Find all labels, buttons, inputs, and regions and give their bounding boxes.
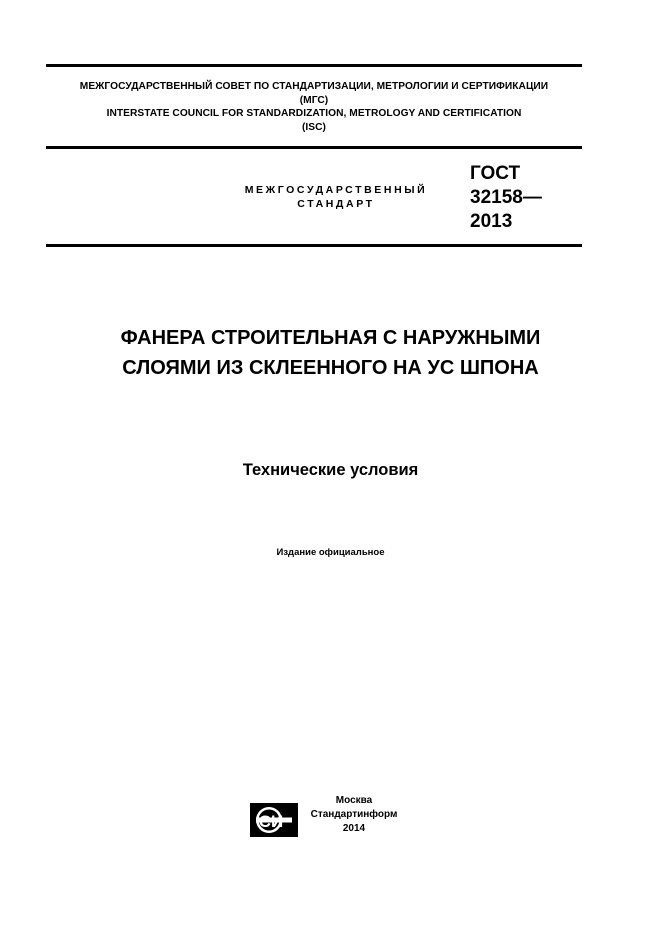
middle-rule [46,146,582,149]
publisher-block [300,794,408,836]
standard-type-label [196,183,476,211]
publisher-city: Москва [335,795,373,806]
standard-type-line1: МЕЖГОСУДАРСТВЕННЫЙ [244,184,428,196]
council-name-en: INTERSTATE COUNCIL FOR STANDARDIZATION, METROLOGY AND CERTIFICATION [106,108,522,119]
top-rule [46,64,582,67]
standard-type-line2: СТАНДАРТ [297,198,375,210]
publisher-name: Стандартинформ [310,809,398,820]
gost-year: 2013 [470,211,513,232]
gost-prefix: ГОСТ [470,163,521,184]
gost-designation [470,162,542,234]
document-title-line2: СЛОЯМИ ИЗ СКЛЕЕННОГО НА УС ШПОНА [122,357,539,379]
council-name-ru: МЕЖГОСУДАРСТВЕННЫЙ СОВЕТ ПО СТАНДАРТИЗАЦИИ, МЕТРОЛОГИИ И СЕРТИФИКАЦИИ [79,81,549,92]
gost-number: 32158— [470,187,542,208]
standartinform-si-logo-icon [250,803,298,837]
logo-text: СИ [258,812,284,831]
edition-note: Издание официальное [276,547,385,558]
council-header [46,80,582,134]
publisher-year: 2014 [342,823,366,834]
document-subtitle: Технические условия [242,461,419,479]
document-title-line1: ФАНЕРА СТРОИТЕЛЬНАЯ С НАРУЖНЫМИ [120,327,541,349]
council-abbr-en: (ISC) [301,121,327,133]
document-title [20,323,641,383]
council-abbr-ru: (МГС) [299,94,329,106]
bottom-rule [46,244,582,247]
